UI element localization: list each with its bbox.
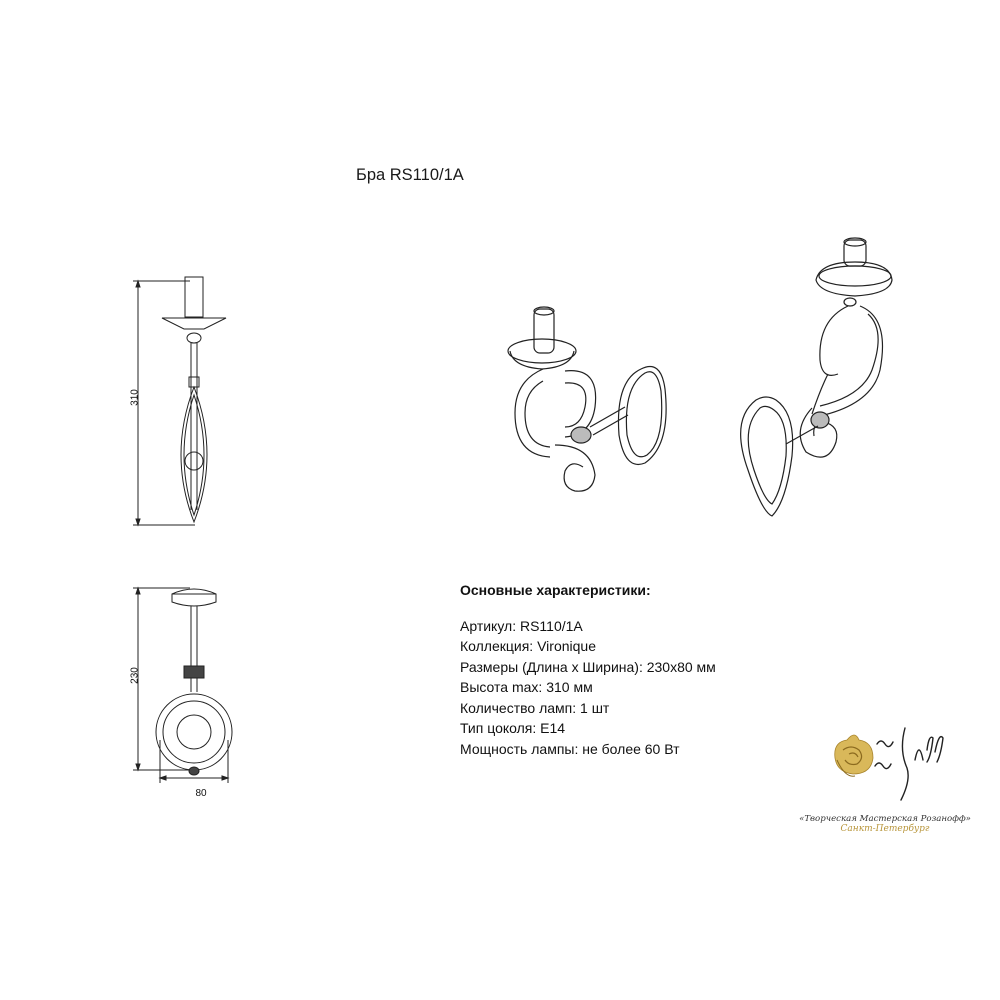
height-dimension-label: 310: [129, 389, 141, 406]
specifications-heading: Основные характеристики:: [460, 582, 651, 598]
spec-collection: Коллекция: Vironique: [460, 638, 596, 654]
spec-article: Артикул: RS110/1A: [460, 617, 583, 634]
specifications: [460, 580, 716, 759]
logo-city: Санкт-Петербург: [840, 824, 930, 834]
brand-logo: [790, 720, 980, 834]
perspective-view-left: [495, 295, 675, 505]
logo-caption: «Творческая Мастерская Розанофф»: [799, 814, 971, 824]
length-dimension-label: 230: [129, 667, 141, 684]
spec-dimensions: Размеры (Длина х Ширина): 230x80 мм: [460, 658, 716, 675]
perspective-view-right: [720, 230, 920, 520]
spec-max-height: Высота max: 310 мм: [460, 679, 593, 695]
rose-logo-icon: [815, 720, 955, 805]
width-dimension-label: 80: [195, 788, 207, 799]
spec-socket-type: Тип цоколя: Е14: [460, 720, 566, 736]
product-title: Бра RS110/1A: [356, 166, 464, 184]
spec-lamp-count: Количество ламп: 1 шт: [460, 699, 610, 716]
spec-lamp-power: Мощность лампы: не более 60 Вт: [460, 740, 680, 757]
